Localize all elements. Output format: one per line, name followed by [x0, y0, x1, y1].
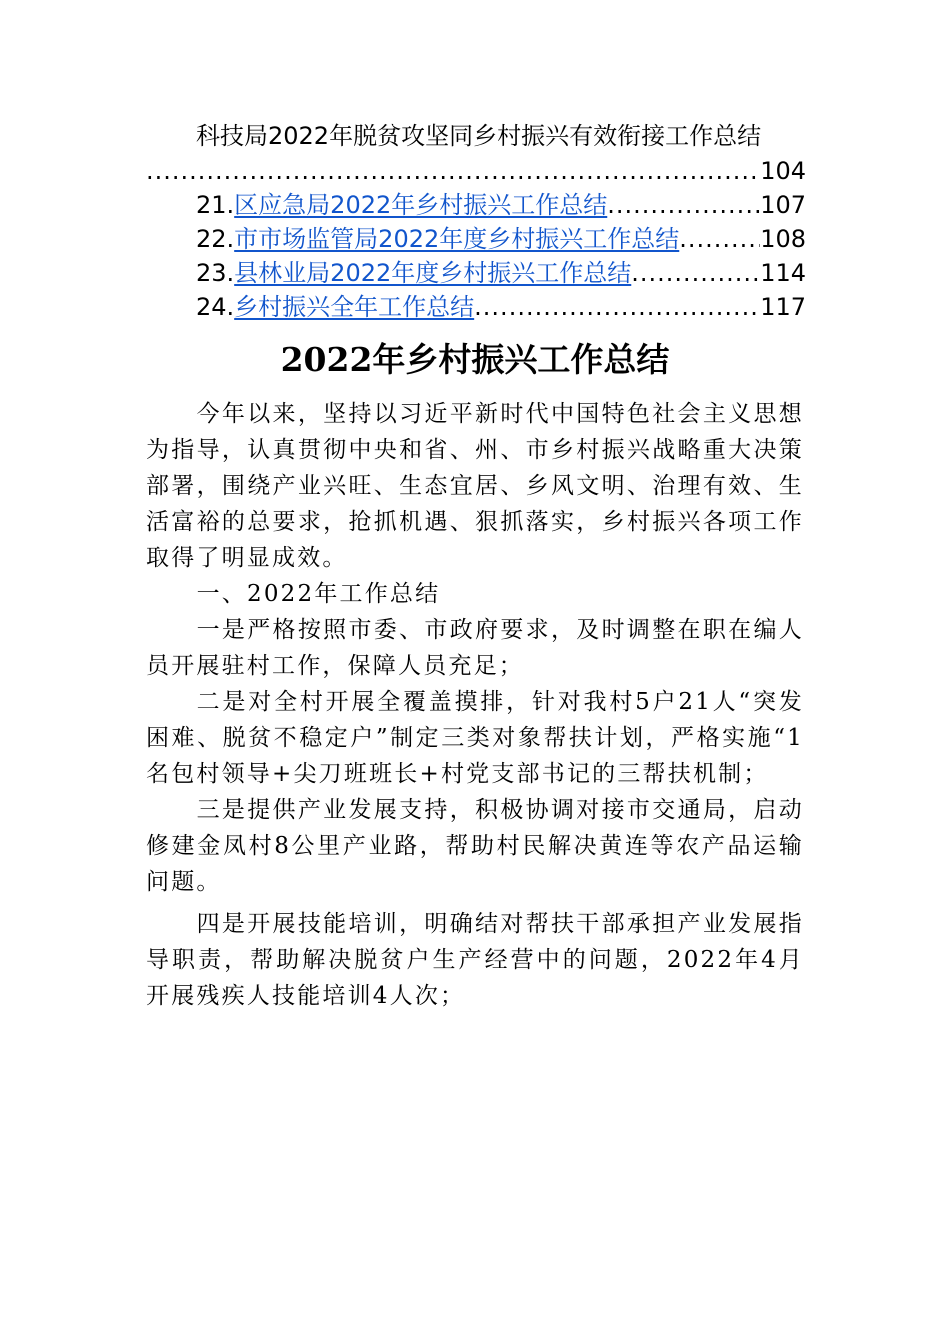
toc-dot-leader [631, 256, 760, 290]
toc-dot-leader [474, 290, 760, 324]
toc-entry-number: 24. [196, 293, 235, 321]
table-of-contents [146, 118, 806, 324]
section-heading: 一、2022年工作总结 [196, 581, 441, 607]
toc-entry-number: 21. [196, 191, 235, 219]
toc-entry-21[interactable] [146, 188, 806, 222]
body-paragraph: 四是开展技能培训，明确结对帮扶干部承担产业发展指导职责，帮助解决脱贫户生产经营中的问题，2022年4月开展残疾人技能培训4人次； [146, 911, 804, 1009]
document-body [146, 396, 804, 1014]
toc-entry-24[interactable] [146, 290, 806, 324]
toc-entry-23[interactable] [146, 256, 806, 290]
intro-paragraph: 今年以来，坚持以习近平新时代中国特色社会主义思想为指导，认真贯彻中央和省、州、市乡村振兴战略重大决策部署，围绕产业兴旺、生态宜居、乡风文明、治理有效、生活富裕的总要求，抢抓机遇、狠抓落实，乡村振兴各项工作取得了明显成效。 [146, 401, 804, 571]
toc-page-number: 114 [760, 259, 806, 287]
toc-entry-title: 科技局2022年脱贫攻坚同乡村振兴有效衔接工作总结 [196, 122, 762, 150]
toc-entry-number: 22. [196, 225, 235, 253]
toc-entry-link[interactable]: 区应急局2022年乡村振兴工作总结 [234, 191, 608, 219]
toc-dot-leader [607, 188, 760, 222]
toc-entry-continued-leader [146, 154, 806, 188]
toc-page-number: 104 [760, 157, 806, 185]
toc-entry-22[interactable] [146, 222, 806, 256]
toc-page-number: 117 [760, 293, 806, 321]
toc-entry-link[interactable]: 乡村振兴全年工作总结 [234, 293, 475, 321]
body-paragraph: 二是对全村开展全覆盖摸排，针对我村5户21人“突发困难、脱贫不稳定户”制定三类对象帮扶计划，严格实施“1名包村领导+尖刀班班长+村党支部书记的三帮扶机制； [146, 689, 804, 787]
body-paragraph: 三是提供产业发展支持，积极协调对接市交通局，启动修建金凤村8公里产业路，帮助村民解决黄连等农产品运输问题。 [146, 797, 804, 895]
toc-page-number: 108 [760, 225, 806, 253]
toc-entry-link[interactable]: 县林业局2022年度乡村振兴工作总结 [234, 259, 632, 287]
toc-entry-link[interactable]: 市市场监管局2022年度乡村振兴工作总结 [234, 225, 680, 253]
body-paragraph: 一是严格按照市委、市政府要求，及时调整在职在编人员开展驻村工作，保障人员充足； [146, 617, 804, 679]
toc-dot-leader [146, 154, 760, 188]
toc-dot-leader [679, 222, 760, 256]
toc-page-number: 107 [760, 191, 806, 219]
toc-entry-number: 23. [196, 259, 235, 287]
document-title: 2022年乡村振兴工作总结 [280, 340, 670, 379]
toc-entry-continued-title [146, 118, 806, 154]
